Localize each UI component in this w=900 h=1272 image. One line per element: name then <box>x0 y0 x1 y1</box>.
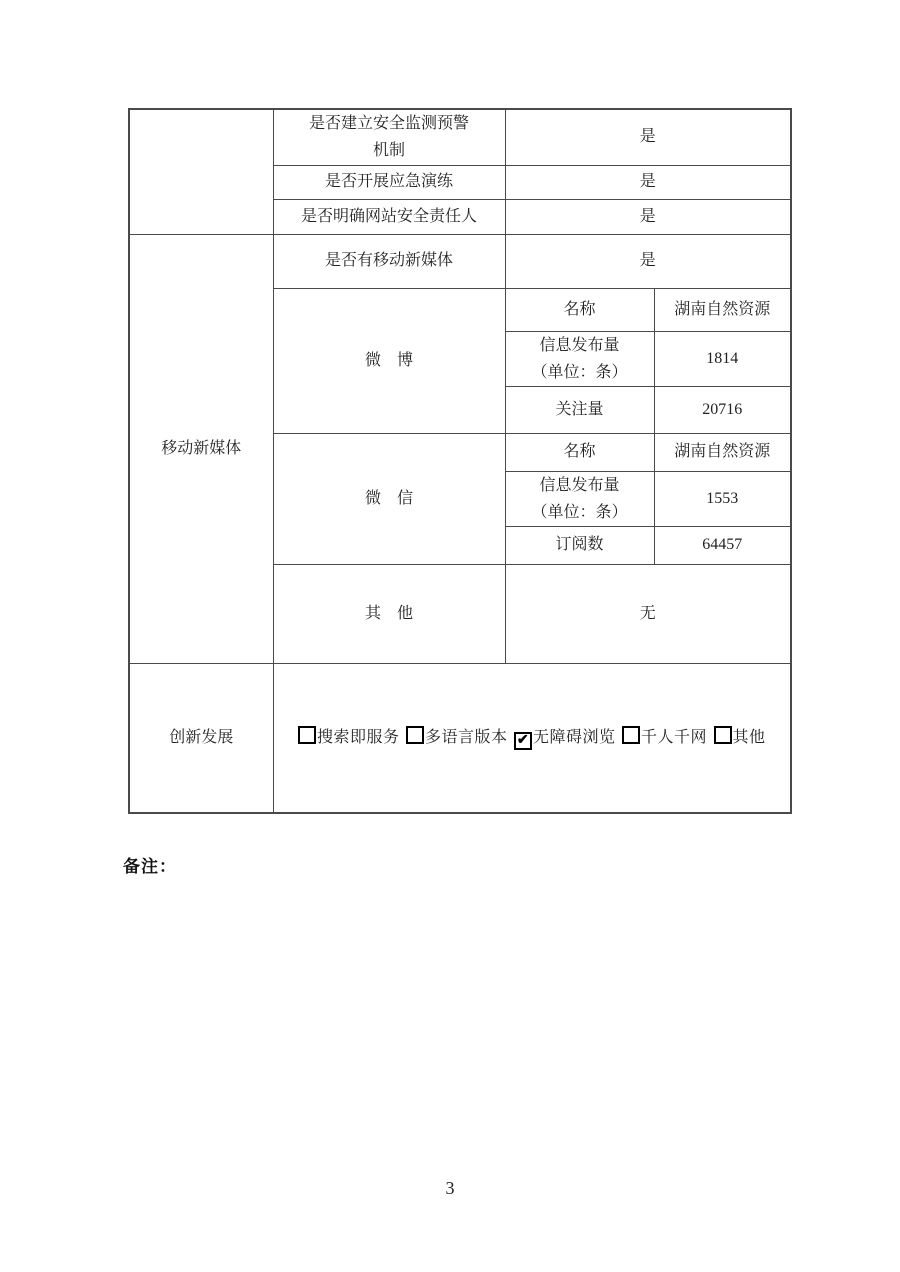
page-number: 3 <box>445 1178 455 1198</box>
field-label-text: 信息发布量 <box>539 476 620 494</box>
option-label: 搜索即服务 <box>316 728 400 746</box>
field-label-text: （单位：条） <box>531 363 628 381</box>
field-value-cell: 1553 <box>654 471 791 526</box>
answer-cell: 是 <box>505 234 791 288</box>
field-label-cell <box>505 331 654 386</box>
subgroup-cell-weibo: 微 博 <box>273 288 505 433</box>
table-row <box>129 109 791 165</box>
group-cell-empty <box>129 109 273 234</box>
field-value-cell: 湖南自然资源 <box>654 433 791 471</box>
checkbox-icon <box>714 726 732 744</box>
field-label-cell: 名称 <box>505 288 654 331</box>
checkbox-icon <box>622 726 640 744</box>
subgroup-cell-wechat: 微 信 <box>273 433 505 564</box>
answer-cell: 是 <box>505 165 791 199</box>
notes-label: 备注： <box>123 857 177 876</box>
subgroup-cell-other: 其 他 <box>273 564 505 663</box>
option-label: 无障碍浏览 <box>533 728 616 746</box>
answer-cell: 是 <box>505 109 791 165</box>
innovation-option-accessible-browsing <box>512 729 616 746</box>
option-label: 千人千网 <box>641 728 708 746</box>
innovation-options-cell <box>273 663 791 813</box>
checkbox-icon <box>298 726 316 744</box>
field-value-cell: 无 <box>505 564 791 663</box>
question-cell: 是否有移动新媒体 <box>273 234 505 288</box>
checkbox-icon <box>406 726 424 744</box>
field-value-cell: 64457 <box>654 526 791 564</box>
field-label-text: （单位：条） <box>531 503 628 521</box>
innovation-options-row <box>298 729 766 746</box>
field-value-cell: 20716 <box>654 386 791 433</box>
annual-report-table <box>128 108 792 814</box>
field-label-cell: 关注量 <box>505 386 654 433</box>
innovation-option-qianren-qianwang <box>620 729 707 746</box>
question-cell <box>273 109 505 165</box>
field-label-text: 信息发布量 <box>539 336 620 354</box>
question-cell: 是否开展应急演练 <box>273 165 505 199</box>
checkbox-checked-icon: ✔ <box>514 732 532 750</box>
group-cell-innovation: 创新发展 <box>129 663 273 813</box>
question-cell: 是否明确网站安全责任人 <box>273 199 505 234</box>
innovation-option-search-service <box>298 729 400 746</box>
field-label-cell <box>505 471 654 526</box>
field-value-cell: 湖南自然资源 <box>654 288 791 331</box>
field-label-cell: 订阅数 <box>505 526 654 564</box>
field-value-cell: 1814 <box>654 331 791 386</box>
table-row <box>129 234 791 288</box>
field-label-cell: 名称 <box>505 433 654 471</box>
innovation-option-multilingual <box>404 729 508 746</box>
table-row <box>129 663 791 813</box>
innovation-option-other <box>712 729 766 746</box>
question-text: 机制 <box>372 142 405 160</box>
option-label: 多语言版本 <box>424 728 508 746</box>
answer-cell: 是 <box>505 199 791 234</box>
group-cell-mobile-media: 移动新媒体 <box>129 234 273 663</box>
option-label: 其他 <box>732 728 766 746</box>
question-text: 是否建立安全监测预警 <box>308 115 469 133</box>
